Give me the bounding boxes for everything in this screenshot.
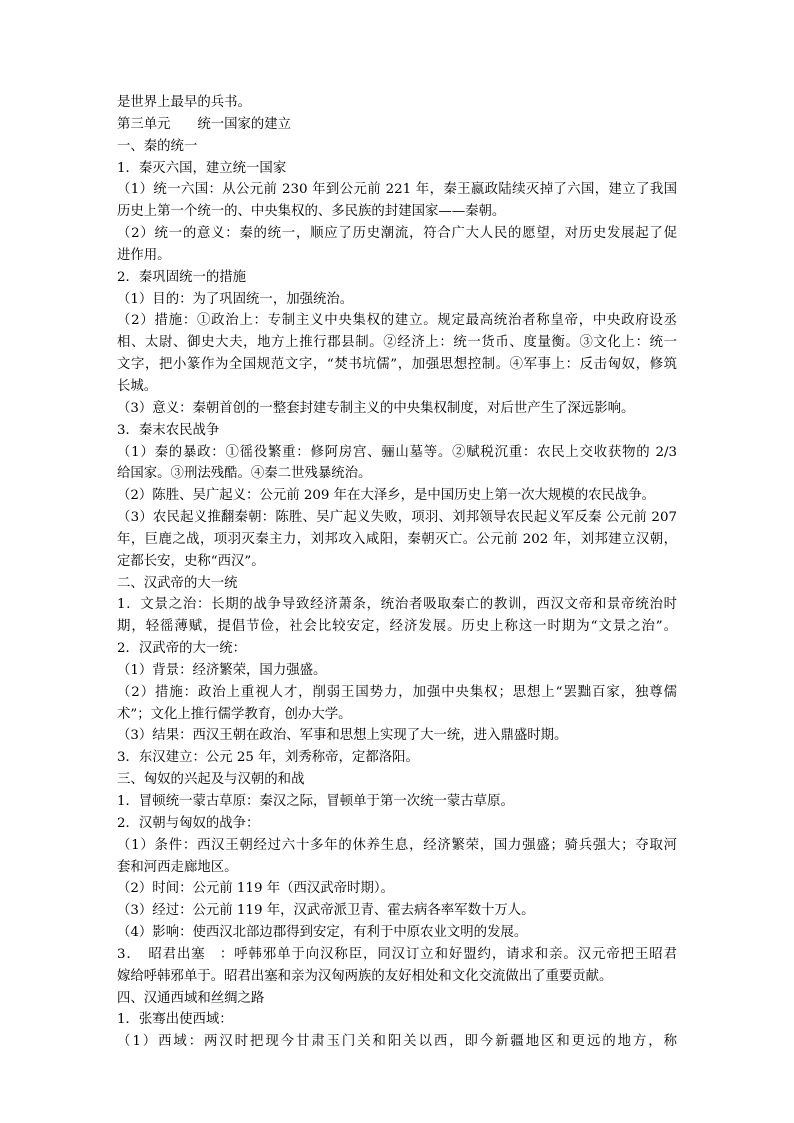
text-line: 给国家。③刑法残酷。④秦二世残暴统治。 <box>117 466 372 482</box>
text-line: 文字，把小篆作为全国规范文字，“焚书坑儒”，加强思想控制。④军事上：反击匈奴，修筑 <box>117 357 677 373</box>
text-line: 3． 昭君出塞 ：呼韩邪单于向汉称臣，同汉订立和好盟约，请求和亲。汉元帝把王昭君 <box>117 946 677 962</box>
text-line: 是世界上最早的兵书。 <box>117 95 251 110</box>
text-line: 1．冒顿统一蒙古草原：秦汉之际，冒顿单于第一次统一蒙古草原。 <box>117 794 514 809</box>
text-line: 进作用。 <box>117 247 171 263</box>
text-line: 期，轻徭薄赋，提倡节俭，社会比较安定，经济发展。历史上称这一时期为“文景之治”。 <box>117 619 677 635</box>
text-line: 相、太尉、御史大夫，地方上推行郡县制。②经济上：统一货币、度量衡。③文化上：统一 <box>117 335 677 351</box>
text-line: （4）影响：使西汉北部边郡得到安定，有利于中原农业文明的发展。 <box>117 925 528 941</box>
text-line: 1．秦灭六国，建立统一国家 <box>117 160 287 176</box>
text-line: （2）陈胜、吴广起义：公元前 209 年在大泽乡，是中国历史上第一次大规模的农民战争。 <box>117 488 656 504</box>
text-line: 套和河西走廊地区。 <box>117 859 238 875</box>
text-line: （1）西域：两汉时把现今甘肃玉门关和阳关以西，即今新疆地区和更远的地方，称 <box>117 1034 677 1050</box>
text-line: 1．文景之治：长期的战争导致经济萧条，统治者吸取秦亡的教训，西汉文帝和景帝统治时 <box>117 597 677 613</box>
text-line: 3．东汉建立：公元 25 年，刘秀称帝，定都洛阳。 <box>117 750 419 766</box>
text-line: （1）条件：西汉王朝经过六十多年的休养生息，经济繁荣，国力强盛；骑兵强大；夺取河 <box>117 837 677 853</box>
document-body <box>117 92 677 1053</box>
text-line: 嫁给呼韩邪单于。昭君出塞和亲为汉匈两族的友好相处和文化交流做出了重要贡献。 <box>117 968 613 984</box>
text-line: 2．秦巩固统一的措施 <box>117 269 247 285</box>
text-line: 3．秦末农民战争 <box>117 422 220 438</box>
text-line: （1）秦的暴政：①徭役繁重：修阿房宫、骊山墓等。②赋税沉重：农民上交收获物的 2/3 <box>117 444 677 460</box>
text-line: 第三单元 统一国家的建立 <box>117 116 292 132</box>
text-line: （3）结果：西汉王朝在政治、军事和思想上实现了大一统，进入鼎盛时期。 <box>117 728 568 744</box>
text-line: 一、秦的统一 <box>117 138 198 154</box>
text-line: 2．汉朝与匈奴的战争： <box>117 815 260 831</box>
text-line: （1）统一六国：从公元前 230 年到公元前 221 年，秦王嬴政陆续灭掉了六国，建立了我国 <box>117 182 677 198</box>
text-line: （2）措施：①政治上：专制主义中央集权的建立。规定最高统治者称皇帝，中央政府设丞 <box>117 313 677 329</box>
text-line: 历史上第一个统一的、中央集权的、多民族的封建国家——秦朝。 <box>117 204 506 220</box>
text-line: 2．汉武帝的大一统： <box>117 641 247 657</box>
text-line: 长城。 <box>117 378 158 394</box>
text-line: （3）意义：秦朝首创的一整套封建专制主义的中央集权制度，对后世产生了深远影响。 <box>117 400 635 416</box>
text-line: 定都长安，史称“西汉”。 <box>117 553 265 569</box>
text-line: （3）农民起义推翻秦朝：陈胜、吴广起义失败，项羽、刘邦领导农民起义军反秦 公元前 207 <box>117 510 677 526</box>
text-line: 年，巨鹿之战，项羽灭秦主力，刘邦攻入咸阳，秦朝灭亡。公元前 202 年，刘邦建立汉朝， <box>117 531 677 547</box>
text-line: 四、汉通西域和丝绸之路 <box>117 990 265 1006</box>
text-line: 三、匈奴的兴起及与汉朝的和战 <box>117 772 305 788</box>
text-line: （1）背景：经济繁荣，国力强盛。 <box>117 662 327 678</box>
text-line: （3）经过：公元前 119 年，汉武帝派卫青、霍去病各率军数十万人。 <box>117 903 535 919</box>
text-line: 二、汉武帝的大一统 <box>117 575 238 591</box>
text-line: 术”；文化上推行儒学教育，创办大学。 <box>117 706 352 722</box>
text-line: （2）措施：政治上重视人才，削弱王国势力，加强中央集权；思想上“罢黜百家，独尊儒 <box>117 684 677 700</box>
text-line: 1．张骞出使西域： <box>117 1012 233 1028</box>
text-line: （2）时间：公元前 119 年（西汉武帝时期）。 <box>117 881 394 897</box>
text-line: （2）统一的意义：秦的统一，顺应了历史潮流，符合广大人民的愿望，对历史发展起了促 <box>117 226 677 242</box>
text-line: （1）目的：为了巩固统一，加强统治。 <box>117 291 354 307</box>
